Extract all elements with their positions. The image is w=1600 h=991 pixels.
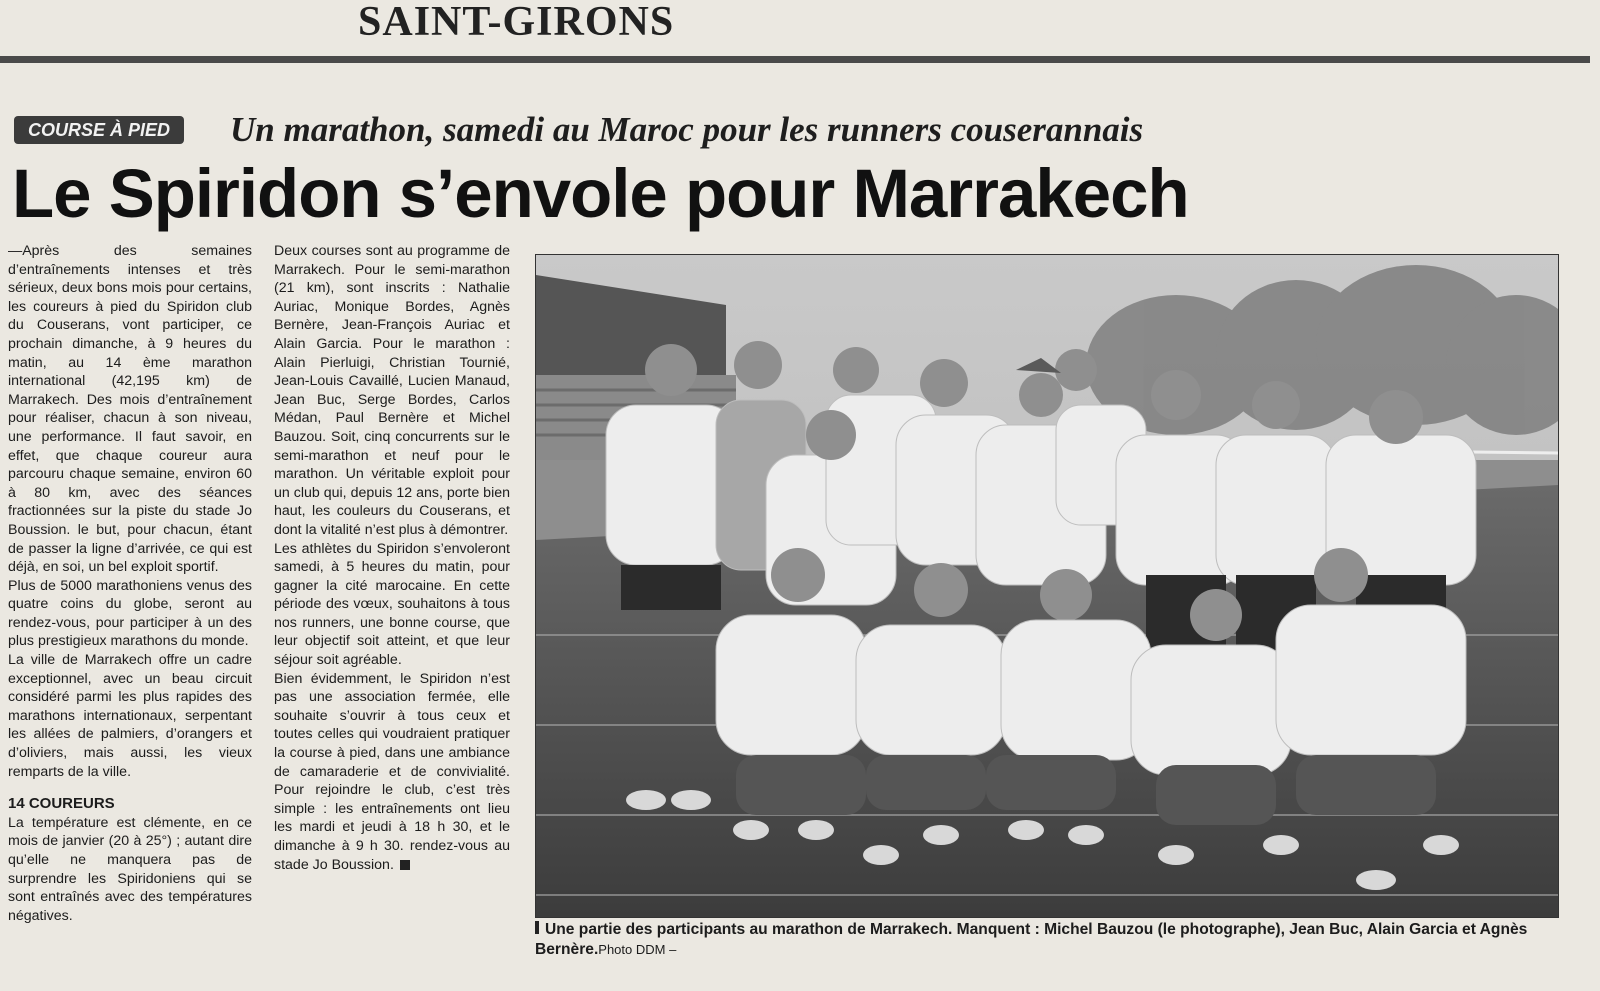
team-photo	[535, 254, 1559, 918]
article-column-2	[274, 242, 510, 874]
kicker-badge: COURSE À PIED	[14, 116, 184, 144]
photo-caption	[535, 920, 1557, 960]
paragraph: Plus de 5000 marathoniens venus des quatre coins du globe, seront au rendez-vous, pour participer à un des plus prestigieux marathons du monde.	[8, 577, 252, 650]
section-title: SAINT-GIRONS	[358, 0, 675, 45]
paragraph	[274, 670, 510, 875]
paragraph: —Après des semaines d’entraînements intenses et très sérieux, deux bons mois pour certains, les coureurs à pied du Spiridon club du Couserans, vont participer, ce prochain dimanche, à 9 heures du matin, au 14 ème marathon international (42,195 km) de Marrakech. Des mois d’entraînement pour réaliser, chacun à son niveau, une performance. Il faut savoir, en effet, que chaque coureur aura parcouru chaque semaine, environ 60 à 80 km, avec des séances fractionnées sur la piste du stade Jo Boussion. le but, pour chacun, étant de passer la ligne d’arrivée, ce qui est déjà, en soi, un bel exploit sportif.	[8, 243, 252, 576]
paragraph: La température est clémente, en ce mois de janvier (20 à 25°) ; autant dire qu’elle ne manquera pas de surprendre les Spiridoniens qui se sont entraînés avec des températures négatives.	[8, 814, 252, 924]
caption-text: Une partie des participants au marathon de Marrakech. Manquent : Michel Bauzou (le photographe), Jean Buc, Alain Garcia et Agnès Bernère.	[535, 921, 1528, 958]
paragraph-text: Bien évidemment, le Spiridon n’est pas une association fermée, elle souhaite s’ouvrir à tous ceux et toutes celles qui voudraient pratiquer la course à pied, dans une ambiance de camaraderie et de convivialité. Pour rejoindre le club, c’est très simple : les entraînements ont lieu les mardi et jeudi à 18 h 30, et le dimanche à 9 h 30. rendez-vous au stade Jo Boussion.	[274, 670, 510, 873]
end-mark	[400, 860, 410, 870]
photo-credit: Photo DDM –	[598, 942, 677, 957]
section-rule	[0, 56, 1590, 63]
paragraph: Les athlètes du Spiridon s’envoleront samedi, à 5 heures du matin, pour gagner la cité marocaine. En cette période des vœux, souhaitons à tous nos runners, une bonne course, que leur objectif soit atteint, et que leur séjour soit agréable.	[274, 540, 510, 669]
paragraph: La ville de Marrakech offre un cadre exceptionnel, avec un beau circuit considéré parmi les plus rapides des marathons internationaux, serpentant les allées de palmiers, d’orangers et d’oliviers, mais aussi, les vieux remparts de la ville.	[8, 652, 252, 780]
paragraph: Deux courses sont au programme de Marrakech. Pour le semi-marathon (21 km), sont inscrits : Nathalie Auriac, Monique Bordes, Agnès Bernère, Jean-François Auriac et Alain Garcia. Pour le marathon : Alain Pierluigi, Christian Tournié, Jean-Louis Cavaillé, Lucien Manaud, Jean Buc, Serge Bordes, Carlos Médan, Paul Bernère et Michel Bauzou. Soit, cinq concurrents sur le semi-marathon et neuf pour le marathon. Un véritable exploit pour un club qui, depuis 12 ans, porte bien haut, les couleurs du Couserans, et dont la vitalité n’est plus à démontrer.	[274, 243, 510, 538]
caption-marker	[535, 921, 539, 934]
article-headline: Le Spiridon s’envole pour Marrakech	[12, 155, 1189, 232]
article-subhead: 14 COUREURS	[8, 795, 115, 813]
article-column-1	[8, 242, 252, 925]
article-subtitle: Un marathon, samedi au Maroc pour les runners couserannais	[230, 110, 1144, 149]
